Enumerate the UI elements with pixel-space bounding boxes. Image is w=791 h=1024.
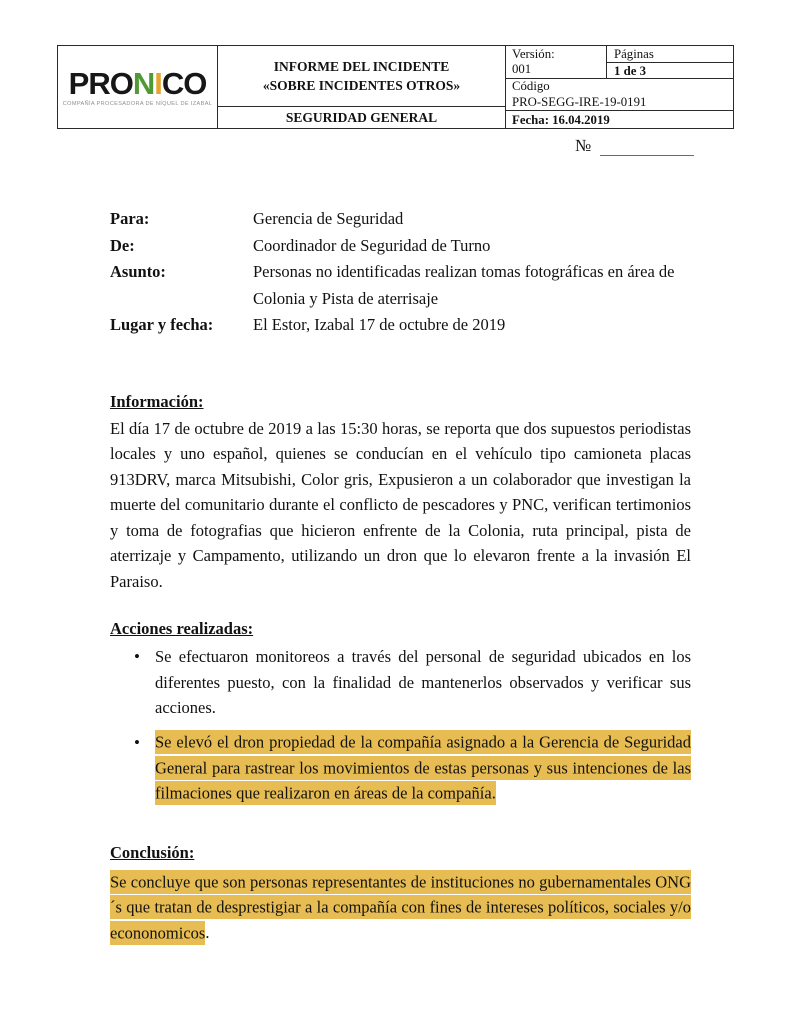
version-pages-row [506,46,733,79]
numero-symbol: № [575,136,592,155]
acciones-heading: Acciones realizadas: [110,619,254,638]
document-body [110,206,691,946]
pages-label: Páginas [607,46,733,63]
header-meta-cell [506,46,733,128]
title-line2: «SOBRE INCIDENTES OTROS» [262,78,461,93]
version-value: 001 [512,62,532,76]
meta-value-de: Coordinador de Seguridad de Turno [253,235,491,255]
code-value: PRO-SEGG-IRE-19-0191 [512,94,647,109]
section-informacion [110,389,691,595]
header-table [57,45,734,129]
section-conclusion [110,840,691,946]
meta-value-asunto: Personas no identificadas realizan tomas fotográficas en área de Colonia y Pista de aterrisaje [253,262,675,308]
pages-value: 1 de 3 [614,64,646,78]
meta-label-lugar-fecha: Lugar y fecha: [110,315,214,334]
logo-co: CO [161,65,207,101]
document-subtitle: SEGURIDAD GENERAL [285,110,438,125]
conclusion-period: . [205,923,210,942]
logo-tagline: COMPAÑÍA PROCESADORA DE NÍQUEL DE IZABAL [62,100,213,107]
document-title [218,46,505,107]
version-label: Versión: [512,46,555,61]
conclusion-heading: Conclusión: [110,843,195,862]
company-logo [58,46,218,128]
logo-i: I [154,65,162,101]
letter-meta-block [110,206,691,339]
conclusion-paragraph [110,869,691,946]
numero-blank-field [600,138,694,156]
logo-pro: PRO [68,65,133,101]
pages-cell [607,46,733,78]
accion-item-1 [110,644,691,721]
accion-item-1-text: Se efectuaron monitoreos a través del personal de seguridad ubicados en los diferentes puesto, con la finalidad de mantenerlos observados y verificar sus acciones. [155,647,691,717]
acciones-list [110,644,691,806]
informacion-heading: Información: [110,391,204,411]
code-label: Código [512,79,550,93]
header-title-cell [218,46,506,128]
code-cell [506,79,733,111]
meta-label-asunto: Asunto: [110,262,166,281]
pronico-logo-icon [68,65,207,101]
meta-label-para: Para: [110,209,150,228]
version-cell [506,46,607,78]
accion-item-2 [110,730,691,807]
title-line1: INFORME DEL INCIDENTE [273,59,450,74]
meta-label-de: De: [110,235,135,255]
meta-value-lugar-fecha: El Estor, Izabal 17 de octubre de 2019 [253,315,506,334]
section-acciones [110,616,691,806]
meta-value-para: Gerencia de Seguridad [253,209,404,228]
logo-n: N [132,65,155,101]
informacion-paragraph: El día 17 de octubre de 2019 a las 15:30 horas, se reporta que dos supuestos periodistas locales y uno español, quienes se conducían en el vehículo tipo camioneta placas 913DRV, marca Mitsubishi, Color gris, Expusieron a un colaborador que investigan la muerte del comunitario durante el conflicto de pescadores y PNC, verifican tertimonios y toma de fotografias que hicieron enfrente de la Colonia, ruta principal, pista de aterrizaje y Campamento, utilizando un dron que lo elevaron frente a la invasión El Paraiso. [110,418,691,591]
conclusion-highlighted-text: Se concluye que son personas representantes de instituciones no gubernamentales ONG´s que tratan de desprestigiar a la compañía con fines de intereses políticos, sociales y/o econonomicos [110,870,691,945]
accion-item-2-highlighted-text: Se elevó el dron propiedad de la compañía asignado a la Gerencia de Seguridad General para rastrear los movimientos de estas personas y sus intenciones de las filmaciones que realizaron en áreas de la compañía. [155,730,691,805]
date-cell: Fecha: 16.04.2019 [512,113,610,127]
numero-line [575,136,694,156]
